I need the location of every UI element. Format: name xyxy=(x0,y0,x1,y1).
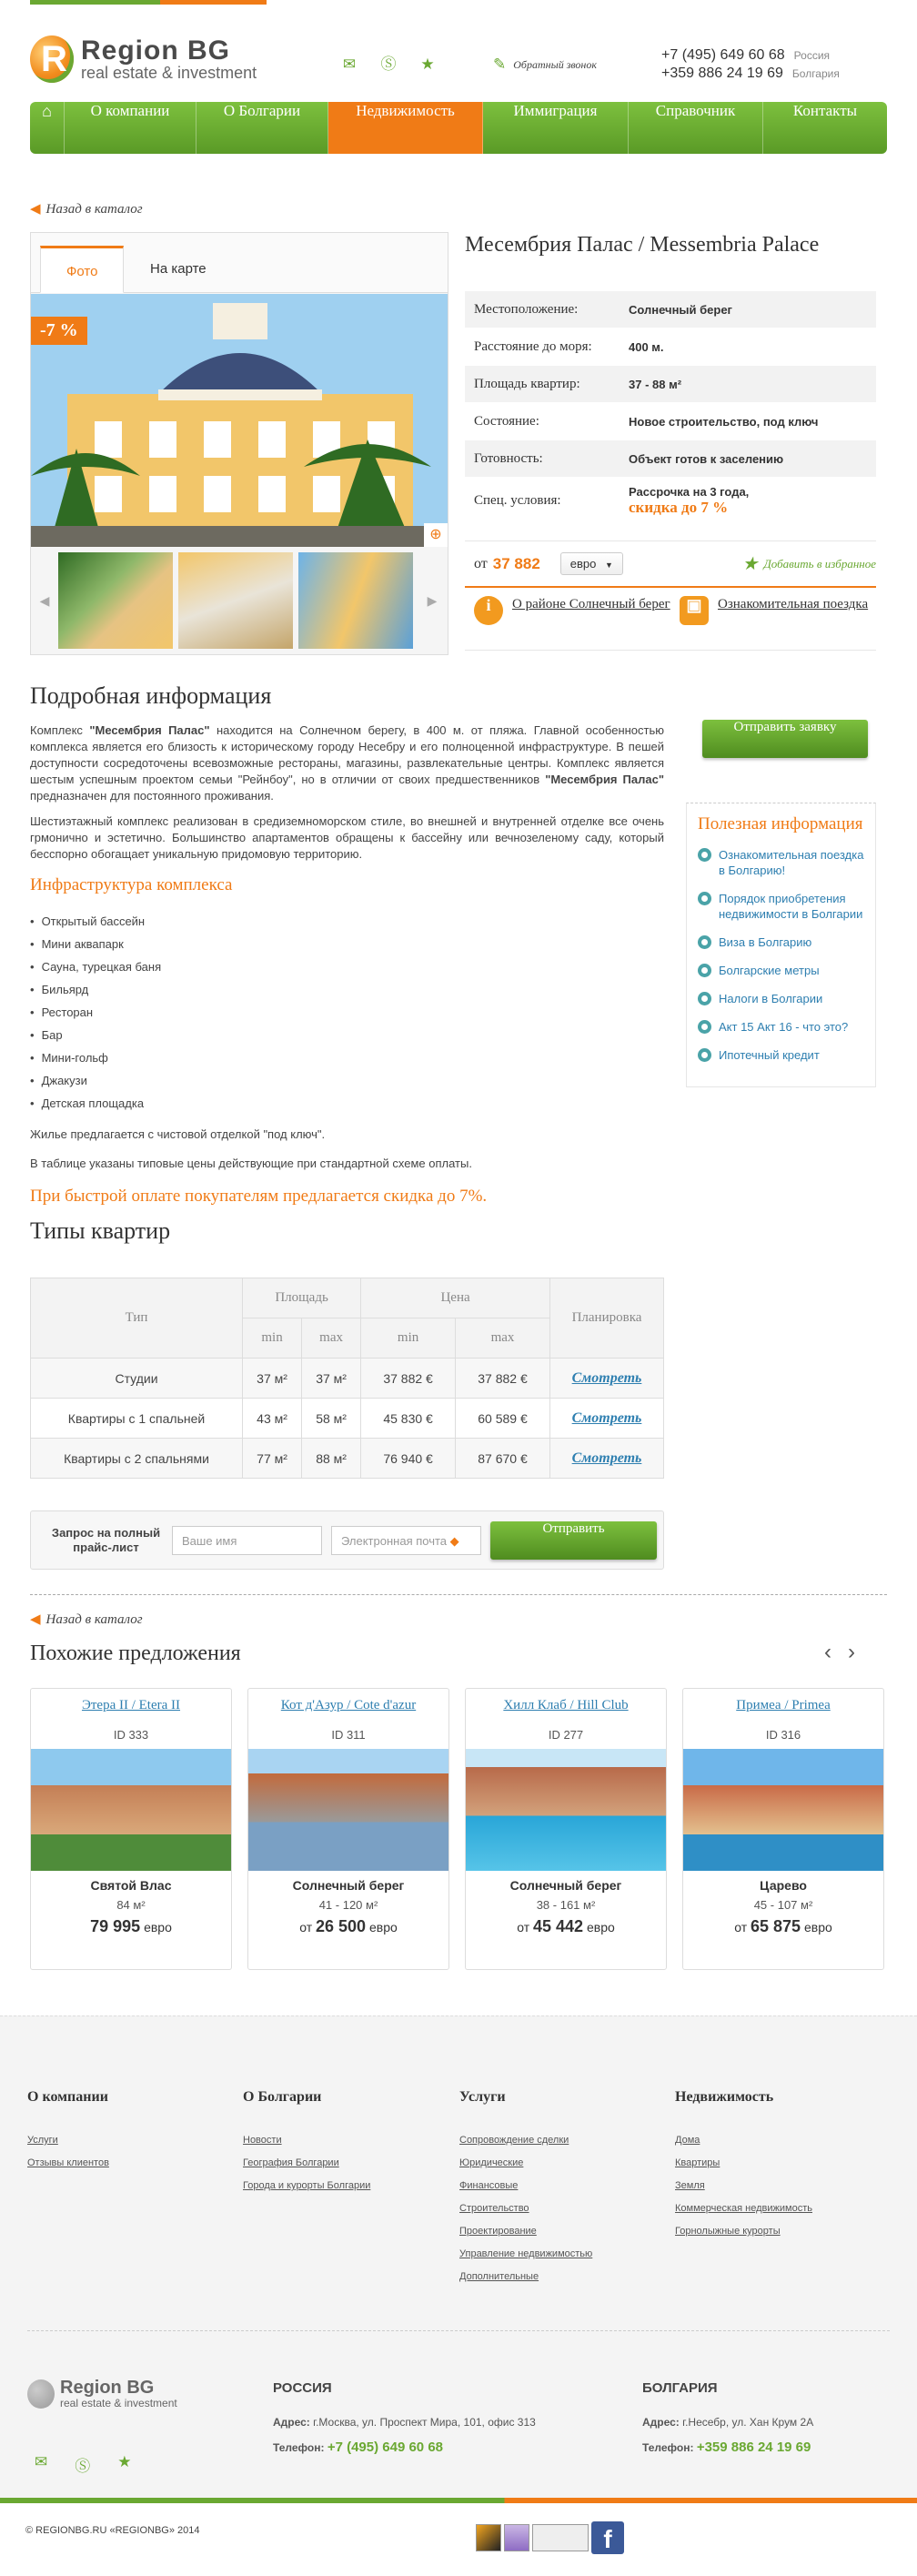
cell: Квартиры с 2 спальнями xyxy=(31,1439,243,1479)
offer-location: Солнечный берег xyxy=(292,1878,405,1893)
address-value: г.Москва, ул. Проспект Мира, 101, офис 313 xyxy=(313,2416,536,2429)
offer-id: ID 333 xyxy=(113,1728,149,1742)
table-row xyxy=(31,1399,664,1439)
spec-discount: скидка до 7 % xyxy=(629,499,729,516)
bullet-icon xyxy=(698,964,711,977)
col-min: min xyxy=(361,1318,456,1359)
footer-heading: Услуги xyxy=(459,2089,506,2105)
useful-link-label: Ипотечный кредит xyxy=(719,1048,820,1062)
submit-button[interactable]: Отправить xyxy=(490,1521,657,1560)
list-item: • Мини-гольф xyxy=(30,1046,161,1069)
spec-row xyxy=(465,440,876,478)
cell: 77 м² xyxy=(243,1439,302,1479)
price-amount: 26 500 xyxy=(316,1917,367,1935)
logo-name: Region BG xyxy=(81,35,230,66)
offer-photo[interactable] xyxy=(466,1749,666,1871)
back-to-catalog[interactable] xyxy=(30,1611,143,1628)
add-to-favorites[interactable] xyxy=(742,552,876,575)
plan-link[interactable]: Смотреть xyxy=(571,1450,642,1466)
copyright: © REGIONBG.RU «REGIONBG» 2014 xyxy=(25,2525,200,2536)
spec-row xyxy=(465,291,876,328)
col-max: max xyxy=(456,1318,550,1359)
price-amount: 65 875 xyxy=(751,1917,801,1935)
nav-item-contacts[interactable]: Контакты xyxy=(792,102,858,119)
footer-icons xyxy=(35,2453,132,2476)
thumbnail[interactable] xyxy=(58,552,173,649)
list-item: • Бильярд xyxy=(30,978,161,1001)
cell: 37 882 € xyxy=(361,1359,456,1399)
mail-icon[interactable]: ✉ xyxy=(35,2453,48,2470)
cell: Квартиры с 1 спальней xyxy=(31,1399,243,1439)
nav-item-immigration[interactable]: Иммиграция xyxy=(483,102,629,154)
useful-link[interactable] xyxy=(698,891,864,922)
plan-link[interactable]: Смотреть xyxy=(571,1369,642,1386)
address-russia xyxy=(273,2380,536,2460)
thumbnail-strip xyxy=(31,551,448,650)
price-bar xyxy=(465,540,876,588)
useful-link-label: Порядок приобретения недвижимости в Болгарии xyxy=(719,892,863,921)
phone-number: +359 886 24 19 69 xyxy=(661,66,783,81)
logo-icon xyxy=(27,2379,55,2409)
carousel-prev-icon[interactable]: ‹ xyxy=(824,1640,831,1664)
currency-select[interactable] xyxy=(560,552,623,575)
cell: 88 м² xyxy=(302,1439,361,1479)
footer-col-bulgaria xyxy=(243,2089,370,2203)
footer-link[interactable]: Земля xyxy=(675,2180,705,2191)
property-specs xyxy=(465,291,876,525)
offer-photo[interactable] xyxy=(31,1749,231,1871)
area-link[interactable]: О районе Солнечный берег xyxy=(512,597,670,611)
list-item: • Бар xyxy=(30,1024,161,1046)
phone-label: Телефон: xyxy=(273,2441,325,2454)
details-paragraph-2: Шестиэтажный комплекс реализован в средиземноморском стиле, во внешней и внутренней отделке все очень грмонично и эстетично. Большинство апартаментов обращены к бассейну или вечнозеленому саду, который бесспорно обогащает уникальную придомовую территорию. xyxy=(30,814,664,861)
bullet-icon xyxy=(698,992,711,1005)
trip-link[interactable]: Ознакомительная поездка xyxy=(718,597,869,611)
divider xyxy=(27,2330,890,2331)
zoom-icon[interactable]: ⊕ xyxy=(424,523,448,547)
offer-price xyxy=(31,1917,231,1936)
spec-key: Спец. условия: xyxy=(474,493,561,508)
currency-value: евро xyxy=(569,557,597,571)
country-heading: РОССИЯ xyxy=(273,2380,332,2396)
logo[interactable] xyxy=(30,35,257,83)
main-photo[interactable] xyxy=(31,294,448,547)
offer-location: Святой Влас xyxy=(90,1878,172,1893)
footer-link[interactable]: Коммерческая недвижимость xyxy=(675,2203,812,2214)
bullet-icon xyxy=(698,935,711,949)
cell: 76 940 € xyxy=(361,1439,456,1479)
callback-label[interactable]: Обратный звонок xyxy=(513,57,597,71)
cell: Студии xyxy=(31,1359,243,1399)
similar-offers xyxy=(30,1688,884,1970)
price-value: 37 882 xyxy=(492,554,540,572)
text: находится на Солнечном берегу, в 400 м. от пляжа. Главной особенностью комплекса является его близость к историческому городу Несебру и его полноценной инфраструктуре. В пешей доступности сосредоточены всевозможные рестораны, магазины, развлекательные центры. Комплекс является шестым успешным проектом семьи "Рейнбоу", но в отличии от своих предшественников xyxy=(30,723,665,786)
col-type: Тип xyxy=(31,1278,243,1359)
price-prefix: от xyxy=(734,1920,748,1935)
footer-link[interactable]: Управление недвижимостью xyxy=(459,2248,593,2259)
cell: 60 589 € xyxy=(456,1399,550,1439)
header-phones xyxy=(661,46,840,83)
spec-value: 37 - 88 м² xyxy=(629,377,682,391)
useful-link-label: Болгарские метры xyxy=(719,964,820,977)
email-placeholder: Электронная почта xyxy=(341,1533,448,1548)
spec-value: Новое строительство, под ключ xyxy=(629,414,819,429)
country-heading: БОЛГАРИЯ xyxy=(642,2380,718,2396)
price-amount: 45 442 xyxy=(533,1917,584,1935)
property-links xyxy=(465,596,876,651)
logo-subtitle: real estate & investment xyxy=(60,2397,177,2409)
offer-location: Царево xyxy=(760,1878,807,1893)
phone-value: +359 886 24 19 69 xyxy=(696,2440,811,2455)
counter-icon[interactable] xyxy=(476,2524,501,2551)
name-input[interactable] xyxy=(172,1526,322,1555)
offer-area: 84 м² xyxy=(116,1898,146,1912)
list-item: • Ресторан xyxy=(30,1001,161,1024)
offer-id: ID 311 xyxy=(331,1728,366,1742)
logo-name: Region BG xyxy=(60,2378,155,2398)
spec-value: 400 м. xyxy=(629,339,664,354)
list-item: • Джакузи xyxy=(30,1069,161,1092)
footer-heading: О Болгарии xyxy=(243,2089,322,2105)
infrastructure-heading: Инфраструктура комплекса xyxy=(30,875,233,894)
footer-link[interactable]: Горнолыжные курорты xyxy=(675,2226,781,2237)
header xyxy=(0,5,917,102)
prices-note: В таблице указаны типовые цены действующие при стандартной схеме оплаты. xyxy=(30,1157,472,1170)
pencil-icon: ✎ xyxy=(493,56,507,73)
list-item: • Детская площадка xyxy=(30,1092,161,1115)
photo-gallery xyxy=(30,232,448,655)
useful-link[interactable] xyxy=(698,1019,864,1035)
offer-location: Солнечный берег xyxy=(509,1878,622,1893)
useful-link[interactable] xyxy=(698,847,864,878)
useful-link-label: Ознакомительная поездка в Болгарию! xyxy=(719,848,864,877)
offer-title[interactable]: Кот д'Азур / Cote d'azur xyxy=(280,1698,417,1712)
footer-link[interactable]: Города и курорты Болгарии xyxy=(243,2180,371,2191)
price-currency: евро xyxy=(368,1920,398,1935)
bullet-icon xyxy=(698,892,711,905)
footer-link[interactable]: Дома xyxy=(675,2135,700,2146)
list-item: • Сауна, турецкая баня xyxy=(30,955,161,978)
text: Комплекс xyxy=(30,723,90,737)
useful-link-label: Акт 15 Акт 16 - что это? xyxy=(719,1020,849,1034)
skype-icon[interactable]: Ⓢ xyxy=(380,56,397,73)
suitcase-icon: ▣ xyxy=(680,596,709,625)
footer-col-services xyxy=(459,2089,592,2294)
footer-link[interactable]: Проектирование xyxy=(459,2226,537,2237)
spec-value: Объект готов к заселению xyxy=(629,451,784,466)
bullet-icon xyxy=(698,1048,711,1062)
offer-card[interactable] xyxy=(682,1688,884,1970)
useful-link[interactable] xyxy=(698,1047,864,1063)
infrastructure-list xyxy=(30,910,161,1115)
nav-item-bulgaria[interactable]: О Болгарии xyxy=(196,102,328,154)
price-prefix: от xyxy=(299,1920,313,1935)
useful-link-label: Налоги в Болгарии xyxy=(719,992,823,1005)
table-row xyxy=(31,1439,664,1479)
phone-country: Болгария xyxy=(791,67,840,80)
bottom-accent-bar xyxy=(0,2498,917,2503)
nav-item-reference[interactable]: Справочник xyxy=(629,102,763,154)
carousel-next-icon[interactable]: › xyxy=(848,1640,855,1664)
details-heading: Подробная информация xyxy=(30,682,272,709)
request-label: Запрос на полный прайс-лист xyxy=(51,1525,161,1554)
offer-price xyxy=(466,1917,666,1936)
chevron-down-icon: ▼ xyxy=(605,561,613,570)
list-item: • Мини аквапарк xyxy=(30,933,161,955)
spec-key: Готовность: xyxy=(474,450,543,466)
gallery-tabs xyxy=(31,233,448,293)
col-price: Цена xyxy=(361,1278,550,1318)
back-label: Назад в каталог xyxy=(45,202,143,217)
footer-link[interactable]: Строительство xyxy=(459,2203,529,2214)
spec-key: Местоположение: xyxy=(474,301,579,317)
footer-col-company xyxy=(27,2089,109,2180)
price-currency: евро xyxy=(803,1920,832,1935)
useful-info xyxy=(686,803,876,1087)
back-label: Назад в каталог xyxy=(45,1612,143,1627)
price-amount: 79 995 xyxy=(90,1917,141,1935)
text: "Месембрия Палас" xyxy=(545,773,664,786)
offer-id: ID 316 xyxy=(765,1728,801,1742)
name-placeholder: Ваше имя xyxy=(182,1533,237,1548)
back-arrow-icon: ◀ xyxy=(30,202,41,217)
skype-icon[interactable]: Ⓢ xyxy=(75,2458,91,2475)
home-icon[interactable]: ⌂ xyxy=(30,102,65,154)
thumbnail[interactable] xyxy=(178,552,293,649)
cell: 37 м² xyxy=(302,1359,361,1399)
footer-link[interactable]: Отзывы клиентов xyxy=(27,2157,109,2168)
footer-link[interactable]: Финансовые xyxy=(459,2180,519,2191)
thumbnail[interactable] xyxy=(298,552,413,649)
footer-link[interactable]: Новости xyxy=(243,2135,282,2146)
footer-link[interactable]: Дополнительные xyxy=(459,2271,539,2282)
spec-value: Рассрочка на 3 года, xyxy=(629,485,750,499)
counters xyxy=(476,2521,624,2554)
counter-icon[interactable] xyxy=(532,2524,589,2551)
footer-link[interactable]: Услуги xyxy=(27,2135,58,2146)
divider xyxy=(30,1594,887,1595)
details-paragraph xyxy=(30,722,664,804)
facebook-icon[interactable]: f xyxy=(591,2521,624,2554)
table-row xyxy=(31,1359,664,1399)
offer-title[interactable]: Примеа / Primea xyxy=(736,1698,831,1712)
spec-key: Состояние: xyxy=(474,413,539,429)
phone-number: +7 (495) 649 60 68 xyxy=(661,47,785,63)
useful-link[interactable] xyxy=(698,991,864,1006)
footer xyxy=(0,2015,917,2498)
plan-link[interactable]: Смотреть xyxy=(571,1409,642,1426)
offer-title[interactable]: Этера II / Etera II xyxy=(81,1698,181,1712)
address-label: Адрес: xyxy=(273,2416,310,2429)
main-nav xyxy=(30,102,887,154)
send-request-button[interactable]: Отправить заявку xyxy=(702,720,868,758)
footer-logo[interactable] xyxy=(27,2379,177,2409)
price-request-form xyxy=(30,1510,664,1570)
info-icon: i xyxy=(474,596,503,625)
offer-card[interactable] xyxy=(247,1688,449,1970)
footer-heading: Недвижимость xyxy=(675,2089,774,2105)
thumbs-next-icon[interactable]: ▶ xyxy=(427,592,438,608)
offer-card[interactable] xyxy=(465,1688,667,1970)
price-from: от xyxy=(474,555,488,571)
spec-row xyxy=(465,478,876,525)
cell: 37 м² xyxy=(243,1359,302,1399)
price-prefix: от xyxy=(517,1920,530,1935)
price-currency: евро xyxy=(144,1920,172,1935)
spec-key: Расстояние до моря: xyxy=(474,338,592,354)
star-icon[interactable]: ★ xyxy=(420,56,435,73)
property-title: Месембрия Палас / Messembria Palace xyxy=(465,233,820,257)
finish-note: Жилье предлагается с чистовой отделкой "под ключ". xyxy=(30,1127,326,1141)
offer-price xyxy=(248,1917,448,1936)
similar-heading: Похожие предложения xyxy=(30,1642,241,1665)
col-min: min xyxy=(243,1318,302,1359)
text: "Месембрия Палас" xyxy=(89,723,210,737)
apartment-types-table xyxy=(30,1278,664,1479)
back-to-catalog[interactable] xyxy=(30,200,143,217)
cell: 87 670 € xyxy=(456,1439,550,1479)
offer-area: 41 - 120 м² xyxy=(318,1898,378,1912)
bullet-icon xyxy=(698,848,711,862)
price-currency: евро xyxy=(586,1920,615,1935)
offer-id: ID 277 xyxy=(548,1728,584,1742)
offer-photo[interactable] xyxy=(683,1749,883,1871)
col-area: Площадь xyxy=(243,1278,361,1318)
discount-note: При быстрой оплате покупателям предлагается скидка до 7%. xyxy=(30,1187,488,1206)
offer-title[interactable]: Хилл Клаб / Hill Club xyxy=(503,1698,629,1712)
required-icon: ◆ xyxy=(449,1533,459,1548)
header-icons xyxy=(340,56,437,74)
counter-icon[interactable] xyxy=(504,2524,529,2551)
cell: 58 м² xyxy=(302,1399,361,1439)
tab-photo[interactable]: Фото xyxy=(40,246,124,293)
offer-price xyxy=(683,1917,883,1936)
footer-link[interactable]: Сопровождение сделки xyxy=(459,2135,569,2146)
spec-key: Площадь квартир: xyxy=(474,376,580,391)
footer-heading: О компании xyxy=(27,2089,108,2105)
spec-row xyxy=(465,403,876,440)
cell: 45 830 € xyxy=(361,1399,456,1439)
footer-col-realty xyxy=(675,2089,812,2248)
spec-row xyxy=(465,328,876,366)
tab-map[interactable]: На карте xyxy=(150,261,207,277)
email-input[interactable] xyxy=(331,1526,481,1555)
star-icon: ★ xyxy=(741,554,759,574)
useful-link-label: Виза в Болгарию xyxy=(719,935,812,949)
phone-country: Россия xyxy=(793,49,831,62)
carousel-controls xyxy=(824,1640,855,1665)
star-icon[interactable]: ★ xyxy=(117,2453,132,2470)
logo-subtitle: real estate & investment xyxy=(81,64,257,82)
callback-link[interactable] xyxy=(493,56,597,74)
phone-label: Телефон: xyxy=(642,2441,694,2454)
cell: 37 882 € xyxy=(456,1359,550,1399)
spec-row xyxy=(465,366,876,403)
offer-card[interactable] xyxy=(30,1688,232,1970)
useful-heading: Полезная информация xyxy=(698,814,863,833)
spec-value: Солнечный берег xyxy=(629,302,732,317)
address-label: Адрес: xyxy=(642,2416,680,2429)
address-bulgaria xyxy=(642,2380,813,2460)
footer-link[interactable]: География Болгарии xyxy=(243,2157,339,2168)
useful-link[interactable] xyxy=(698,963,864,978)
mail-icon[interactable]: ✉ xyxy=(342,56,357,73)
cell: 43 м² xyxy=(243,1399,302,1439)
logo-icon: R xyxy=(30,35,74,83)
useful-link[interactable] xyxy=(698,934,864,950)
phone-value: +7 (495) 649 60 68 xyxy=(327,2440,443,2455)
nav-item-company[interactable]: О компании xyxy=(65,102,196,154)
thumbs-prev-icon[interactable]: ◀ xyxy=(39,592,50,608)
address-value: г.Несебр, ул. Хан Крум 2А xyxy=(682,2416,814,2429)
footer-link[interactable]: Квартиры xyxy=(675,2157,720,2168)
types-heading: Типы квартир xyxy=(30,1217,171,1244)
offer-area: 38 - 161 м² xyxy=(536,1898,596,1912)
offer-area: 45 - 107 м² xyxy=(753,1898,813,1912)
footer-link[interactable]: Юридические xyxy=(459,2157,524,2168)
col-plan: Планировка xyxy=(550,1278,664,1359)
bullet-icon xyxy=(698,1020,711,1034)
text: предназначен для постоянного проживания. xyxy=(30,789,274,803)
offer-photo[interactable] xyxy=(248,1749,448,1871)
discount-badge: -7 % xyxy=(31,317,87,345)
favorite-label: Добавить в избранное xyxy=(763,556,876,571)
back-arrow-icon: ◀ xyxy=(30,1612,41,1627)
col-max: max xyxy=(302,1318,361,1359)
nav-item-realty[interactable]: Недвижимость xyxy=(328,102,483,154)
list-item: • Открытый бассейн xyxy=(30,910,161,933)
